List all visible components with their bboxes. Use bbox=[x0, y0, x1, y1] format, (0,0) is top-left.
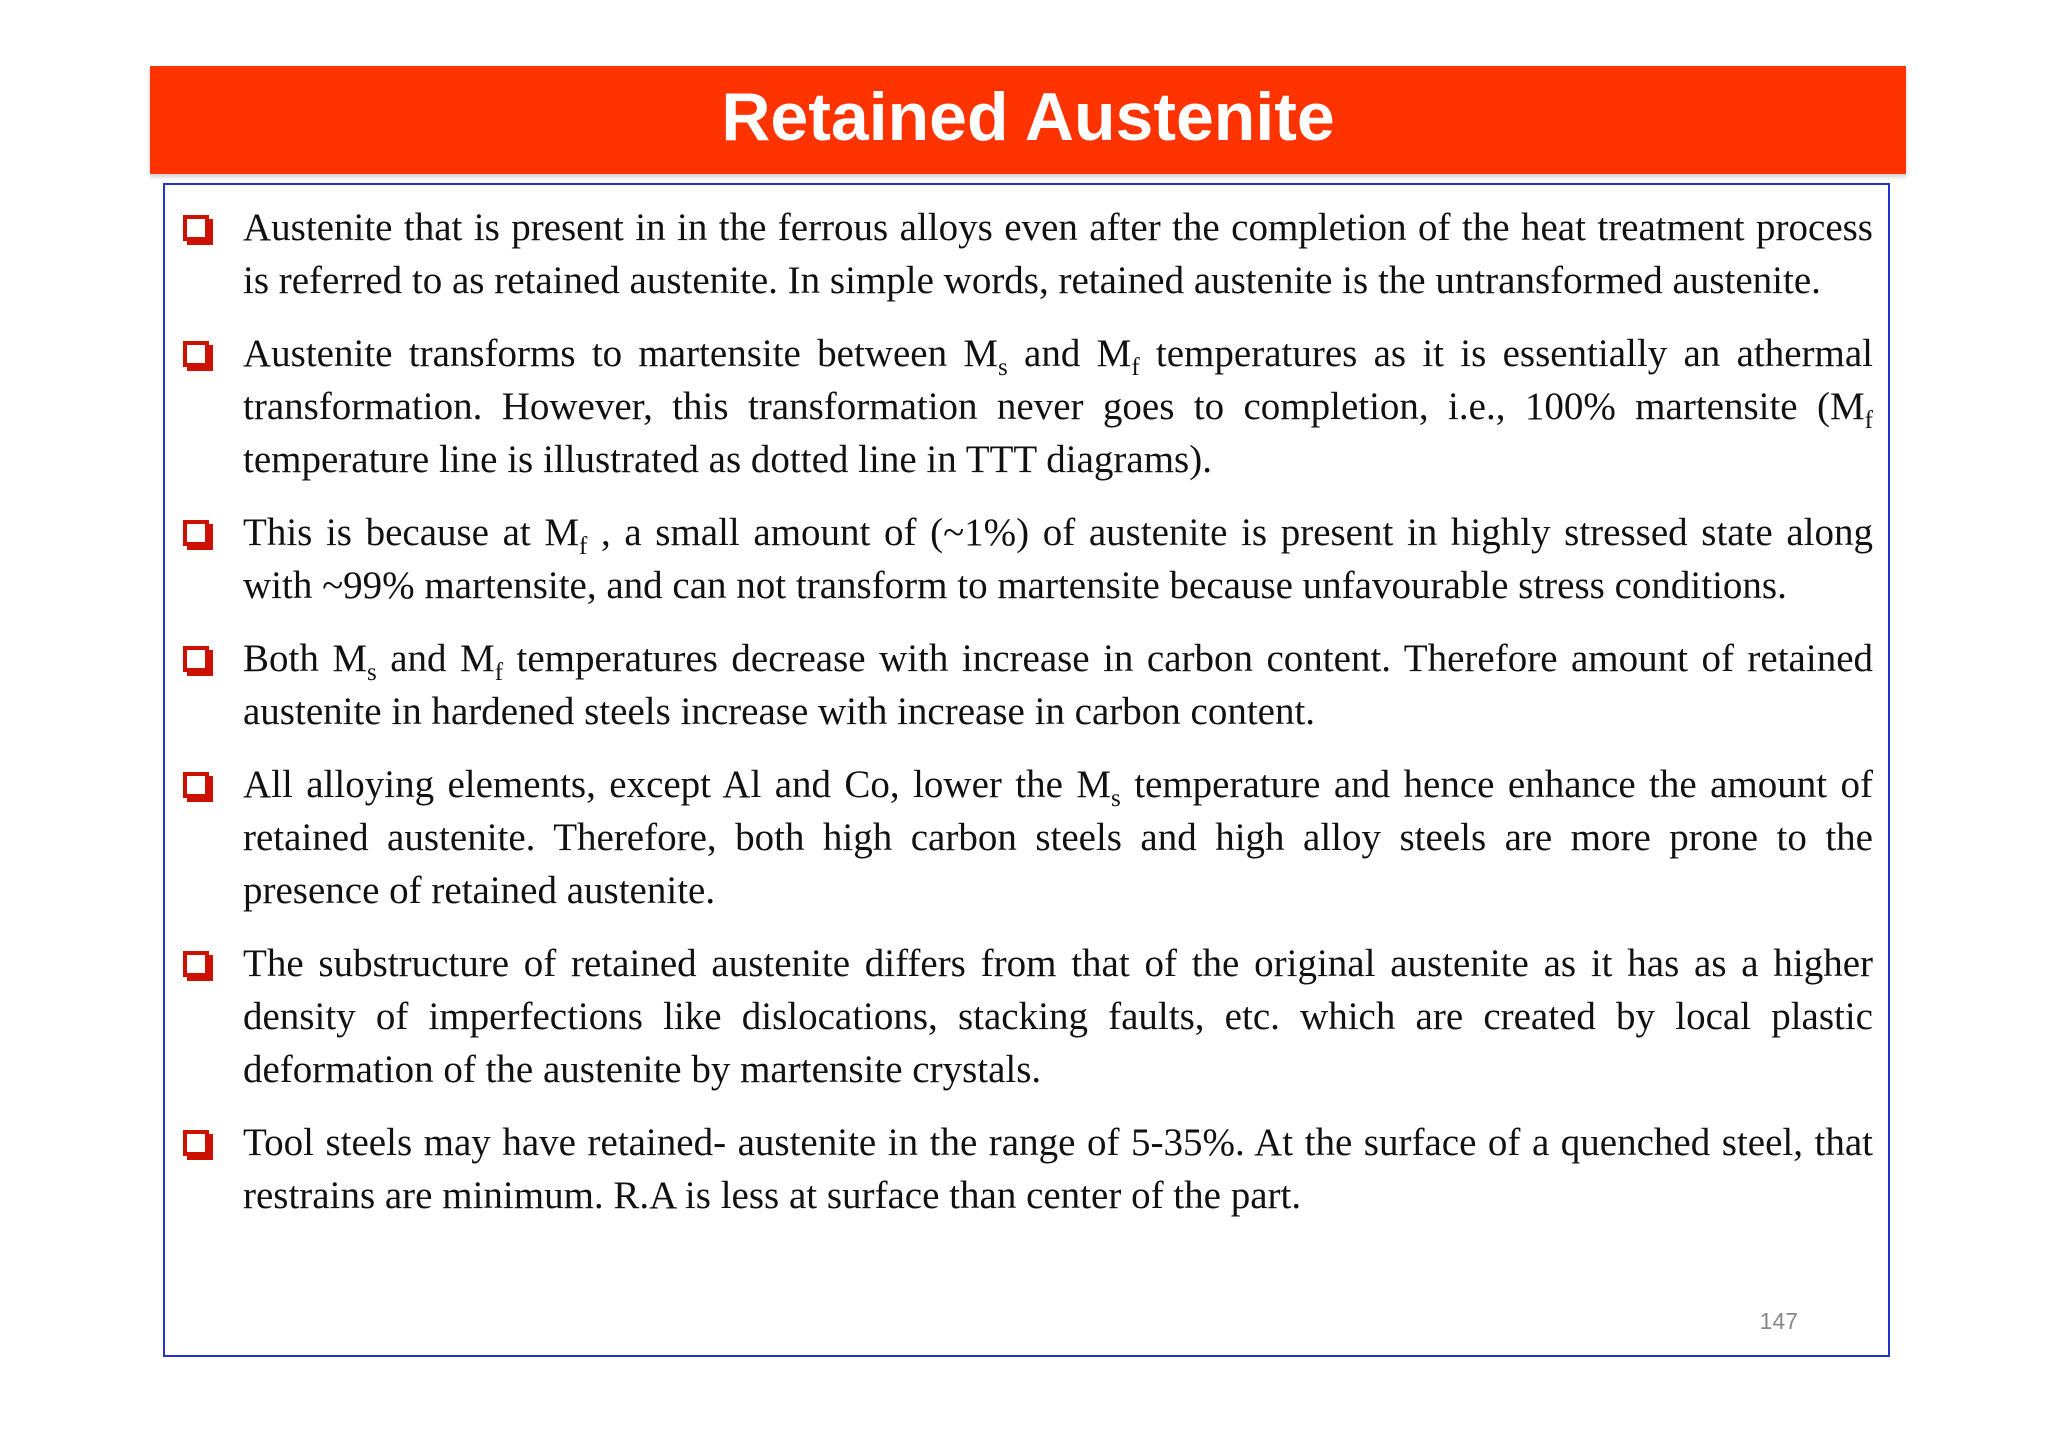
bullet-item bbox=[183, 758, 1873, 917]
text-run: , a small amount of (~1%) of austenite is present in highly stressed state along with ~99% martensite, and can not transform to martensite because unfavourable stress conditions. bbox=[243, 511, 1873, 607]
text-run: and M bbox=[1007, 332, 1132, 375]
text-run: All alloying elements, except Al and Co, lower the M bbox=[243, 763, 1112, 806]
text-run: temperature line is illustrated as dotted line in TTT diagrams). bbox=[243, 438, 1212, 481]
bullet-item bbox=[183, 327, 1873, 486]
text-run: temperatures decrease with increase in carbon content. Therefore amount of retained austenite in hardened steels increase with increase in carbon content. bbox=[243, 637, 1874, 733]
subscript: f bbox=[494, 659, 504, 686]
subscript: s bbox=[367, 659, 377, 686]
square-bullet-icon bbox=[183, 215, 209, 241]
text-run: temperatures as it is essentially an athermal transformation. However, this transformation never goes to completion, i.e., 100% martensite (M bbox=[243, 332, 1873, 428]
title-bar bbox=[150, 66, 1906, 174]
square-bullet-icon bbox=[183, 772, 209, 798]
bullet-text bbox=[243, 758, 1873, 917]
bullet-text bbox=[243, 1116, 1873, 1222]
subscript: s bbox=[998, 354, 1008, 381]
text-run: temperature and hence enhance the amount of retained austenite. Therefore, both high carbon steels and high alloy steels are more prone to the presence of retained austenite. bbox=[243, 763, 1873, 912]
bullet-text bbox=[243, 327, 1873, 486]
text-run: Austenite that is present in in the ferrous alloys even after the completion of the heat treatment process is referred to as retained austenite. In simple words, retained austenite is the untransformed austenite. bbox=[243, 206, 1873, 302]
bullet-item bbox=[183, 1116, 1873, 1222]
subscript: f bbox=[579, 533, 588, 560]
bullet-text bbox=[243, 632, 1873, 738]
bullet-item bbox=[183, 201, 1873, 307]
text-run: The substructure of retained austenite differs from that of the original austenite as it has as a higher density of imperfections like dislocations, stacking faults, etc. which are created by local plastic deformation of the austenite by martensite crystals. bbox=[243, 942, 1873, 1091]
square-bullet-icon bbox=[183, 520, 209, 546]
square-bullet-icon bbox=[183, 646, 209, 672]
text-run: Both M bbox=[243, 637, 368, 680]
text-run: and M bbox=[376, 637, 495, 680]
bullet-item bbox=[183, 632, 1873, 738]
square-bullet-icon bbox=[183, 951, 209, 977]
bullet-text bbox=[243, 506, 1873, 612]
bullet-text bbox=[243, 201, 1873, 307]
page-number: 147 bbox=[1759, 1308, 1798, 1334]
slide-title: Retained Austenite bbox=[721, 79, 1335, 155]
subscript: f bbox=[1131, 354, 1140, 381]
content-box bbox=[163, 183, 1890, 1357]
text-run: This is because at M bbox=[243, 511, 580, 554]
bullet-text bbox=[243, 937, 1873, 1096]
subscript: s bbox=[1111, 785, 1121, 812]
bullet-item bbox=[183, 937, 1873, 1096]
square-bullet-icon bbox=[183, 1130, 209, 1156]
subscript: f bbox=[1864, 407, 1873, 434]
bullet-item bbox=[183, 506, 1873, 612]
text-run: Tool steels may have retained- austenite in the range of 5-35%. At the surface of a quenched steel, that restrains are minimum. R.A is less at surface than center of the part. bbox=[243, 1121, 1873, 1217]
bullet-list bbox=[183, 201, 1873, 1242]
square-bullet-icon bbox=[183, 341, 209, 367]
text-run: Austenite transforms to martensite between M bbox=[243, 332, 999, 375]
